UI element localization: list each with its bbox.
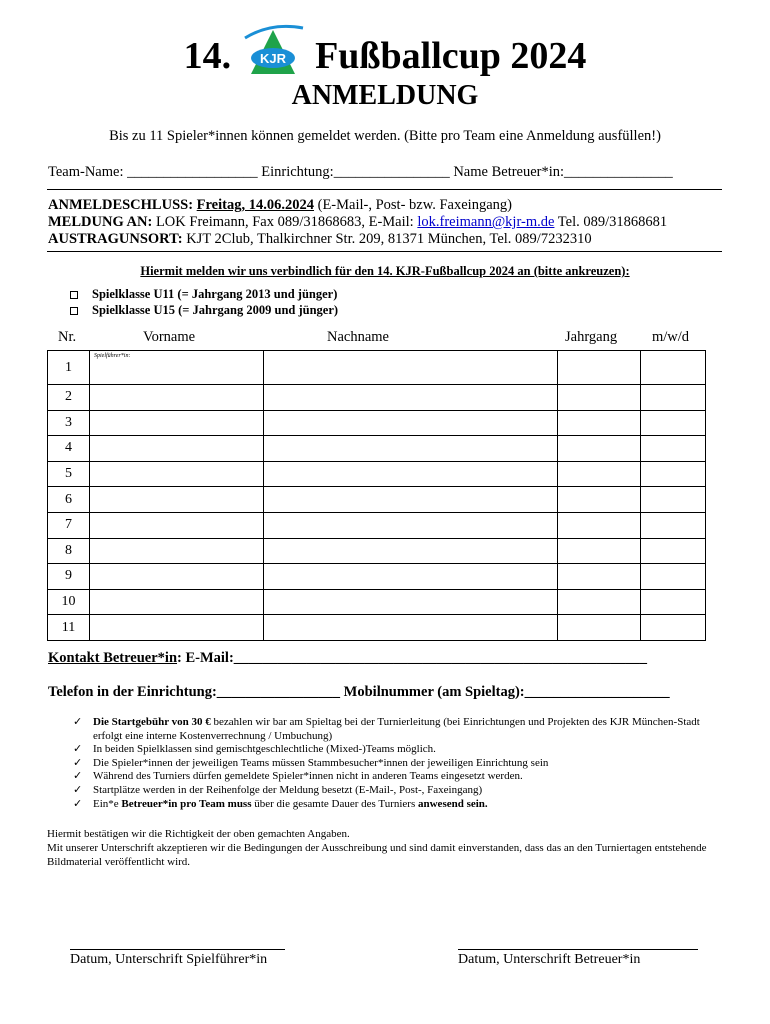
cell-vorname[interactable] (90, 615, 264, 641)
page-title (0, 28, 770, 84)
checkmark-icon: ✓ (73, 783, 83, 796)
cell-nr: 2 (48, 385, 90, 411)
condition-item: ✓ Die Startgebühr von 30 € bezahlen wir bar am Spieltag bei der Turnierleitung (bei Einrichtungen und Projekten des KJR München-Stadt erfolgt eine interne Kostenverrechnung / Umbuchung) (73, 716, 700, 742)
cell-nachname[interactable] (264, 538, 558, 564)
cell-jahrgang[interactable] (558, 410, 641, 436)
confirm-line-2: Mit unserer Unterschrift akzeptieren wir die Bedingungen der Ausschreibung und sind damit einverstanden, dass das an den Turniertagen entstehende Bildmaterial veröffentlicht wird. (47, 841, 707, 868)
cell-jahrgang[interactable] (558, 436, 641, 462)
option-u15-label: Spielklasse U15 (= Jahrgang 2009 und jünger) (92, 303, 339, 317)
report-line (48, 214, 667, 231)
cell-mwd[interactable] (641, 351, 706, 385)
option-u11[interactable] (70, 287, 337, 302)
deadline-date: Freitag, 14.06.2024 (196, 197, 314, 213)
condition-item: ✓ Die Spieler*innen der jeweiligen Teams müssen Stammbesucher*innen der jeweiligen Einrichtung sein (73, 756, 549, 769)
cell-jahrgang[interactable] (558, 385, 641, 411)
cell-mwd[interactable] (641, 564, 706, 590)
col-header-nr: Nr. (58, 329, 77, 345)
cell-nr: 1 (48, 351, 90, 385)
table-row (48, 385, 706, 411)
declaration-text: Hiermit melden wir uns verbindlich für den 14. KJR-Fußballcup 2024 an (bitte ankreuzen): (140, 264, 630, 278)
table-row (48, 538, 706, 564)
checkbox-u15[interactable] (70, 307, 78, 315)
cell-vorname[interactable] (90, 351, 264, 385)
cell-mwd[interactable] (641, 589, 706, 615)
cell-jahrgang[interactable] (558, 351, 641, 385)
contact-rest: : E-Mail:_________________________________________________________ (177, 650, 648, 666)
table-row (48, 487, 706, 513)
phone-line[interactable]: Telefon in der Einrichtung:_________________ Mobilnummer (am Spieltag):____________________ (48, 684, 670, 700)
signature-line-right[interactable] (458, 949, 698, 950)
conditions-list (73, 716, 713, 811)
cell-vorname[interactable] (90, 410, 264, 436)
col-header-jahrgang: Jahrgang (565, 329, 618, 345)
table-row (48, 461, 706, 487)
condition-item: ✓ Ein*e Betreuer*in pro Team muss über die gesamte Dauer des Turniers anwesend sein. (73, 797, 488, 810)
cell-mwd[interactable] (641, 436, 706, 462)
cell-nachname[interactable] (264, 436, 558, 462)
cell-vorname[interactable] (90, 538, 264, 564)
confirm-line-1: Hiermit bestätigen wir die Richtigkeit der oben gemachten Angaben. (47, 828, 350, 840)
cell-nr: 6 (48, 487, 90, 513)
cell-nachname[interactable] (264, 564, 558, 590)
cell-jahrgang[interactable] (558, 487, 641, 513)
cell-nachname[interactable] (264, 461, 558, 487)
cell-mwd[interactable] (641, 461, 706, 487)
venue-line (48, 231, 592, 248)
table-row (48, 410, 706, 436)
report-email-link[interactable]: lok.freimann@kjr-m.de (417, 214, 555, 230)
captain-hint: Spielführer*in: (94, 353, 131, 359)
option-u15[interactable] (70, 303, 338, 318)
title-suffix: Fußballcup 2024 (315, 35, 587, 77)
venue-label: AUSTRAGUNSORT: (48, 231, 183, 247)
venue-text: KJT 2Club, Thalkirchner Str. 209, 81371 München, Tel. 089/7232310 (186, 231, 592, 247)
cell-nr: 4 (48, 436, 90, 462)
checkbox-u11[interactable] (70, 291, 78, 299)
logo-text: KJR (260, 51, 287, 66)
cell-mwd[interactable] (641, 385, 706, 411)
page-subtitle: ANMELDUNG (291, 80, 479, 111)
cell-jahrgang[interactable] (558, 615, 641, 641)
signature-line-left[interactable] (70, 949, 285, 950)
cell-nr: 7 (48, 512, 90, 538)
condition-item: ✓ Startplätze werden in der Reihenfolge der Meldung besetzt (E-Mail-, Post-, Faxeingang) (73, 783, 483, 796)
cell-vorname[interactable] (90, 385, 264, 411)
player-table (47, 350, 706, 641)
cell-vorname[interactable] (90, 589, 264, 615)
checkmark-icon: ✓ (73, 797, 83, 810)
cell-nachname[interactable] (264, 615, 558, 641)
cell-nachname[interactable] (264, 410, 558, 436)
report-label: MELDUNG AN: (48, 214, 153, 230)
cell-jahrgang[interactable] (558, 461, 641, 487)
deadline-label: ANMELDESCHLUSS: (48, 197, 194, 213)
team-fields-line[interactable]: Team-Name: __________________ Einrichtung:________________ Name Betreuer*in:_______________ (48, 164, 673, 180)
cell-nr: 11 (48, 615, 90, 641)
cell-mwd[interactable] (641, 615, 706, 641)
contact-label: Kontakt Betreuer*in (48, 650, 178, 666)
table-row (48, 615, 706, 641)
title-prefix: 14. (183, 35, 232, 77)
cell-mwd[interactable] (641, 487, 706, 513)
table-row (48, 564, 706, 590)
kjr-logo-icon (241, 24, 305, 76)
contact-line[interactable] (48, 650, 647, 667)
col-header-vorname: Vorname (143, 329, 196, 345)
option-u11-label: Spielklasse U11 (= Jahrgang 2013 und jünger) (92, 287, 338, 301)
cell-mwd[interactable] (641, 538, 706, 564)
signature-label-right: Datum, Unterschrift Betreuer*in (458, 952, 641, 967)
col-header-mwd: m/w/d (652, 329, 690, 345)
table-row (48, 351, 706, 385)
deadline-note: (E-Mail-, Post- bzw. Faxeingang) (317, 197, 512, 213)
condition-item: ✓ In beiden Spielklassen sind gemischtgeschlechtliche (Mixed-)Teams möglich. (73, 743, 436, 756)
cell-nr: 9 (48, 564, 90, 590)
cell-mwd[interactable] (641, 410, 706, 436)
cell-jahrgang[interactable] (558, 538, 641, 564)
col-header-nachname: Nachname (327, 329, 389, 345)
checkmark-icon: ✓ (73, 770, 83, 783)
cell-jahrgang[interactable] (558, 512, 641, 538)
table-row (48, 436, 706, 462)
condition-item: ✓ Während des Turniers dürfen gemeldete Spieler*innen nicht in anderen Teams eingesetzt werden. (73, 770, 523, 783)
cell-vorname[interactable] (90, 436, 264, 462)
checkmark-icon: ✓ (73, 743, 83, 756)
checkmark-icon: ✓ (73, 716, 83, 728)
confirmation-text (47, 828, 717, 869)
checkmark-icon: ✓ (73, 756, 83, 769)
deadline-line (48, 197, 512, 214)
intro-text: Bis zu 11 Spieler*innen können gemeldet werden. (Bitte pro Team eine Anmeldung ausfüllen!) (109, 128, 661, 144)
table-row (48, 589, 706, 615)
cell-nachname[interactable] (264, 512, 558, 538)
cell-nr: 8 (48, 538, 90, 564)
cell-vorname[interactable] (90, 461, 264, 487)
divider (47, 189, 722, 190)
table-row (48, 512, 706, 538)
cell-nachname[interactable] (264, 487, 558, 513)
report-text: LOK Freimann, Fax 089/31868683, E-Mail: (155, 214, 414, 230)
cell-vorname[interactable] (90, 564, 264, 590)
signature-label-left: Datum, Unterschrift Spielführer*in (70, 952, 268, 967)
cell-jahrgang[interactable] (558, 589, 641, 615)
cell-jahrgang[interactable] (558, 564, 641, 590)
cell-nachname[interactable] (264, 385, 558, 411)
cell-nr: 3 (48, 410, 90, 436)
report-tel: Tel. 089/31868681 (557, 214, 668, 230)
divider (47, 251, 722, 252)
cell-vorname[interactable] (90, 512, 264, 538)
cell-vorname[interactable] (90, 487, 264, 513)
cell-nachname[interactable] (264, 351, 558, 385)
cell-nr: 5 (48, 461, 90, 487)
cell-nachname[interactable] (264, 589, 558, 615)
cell-mwd[interactable] (641, 512, 706, 538)
cell-nr: 10 (48, 589, 90, 615)
